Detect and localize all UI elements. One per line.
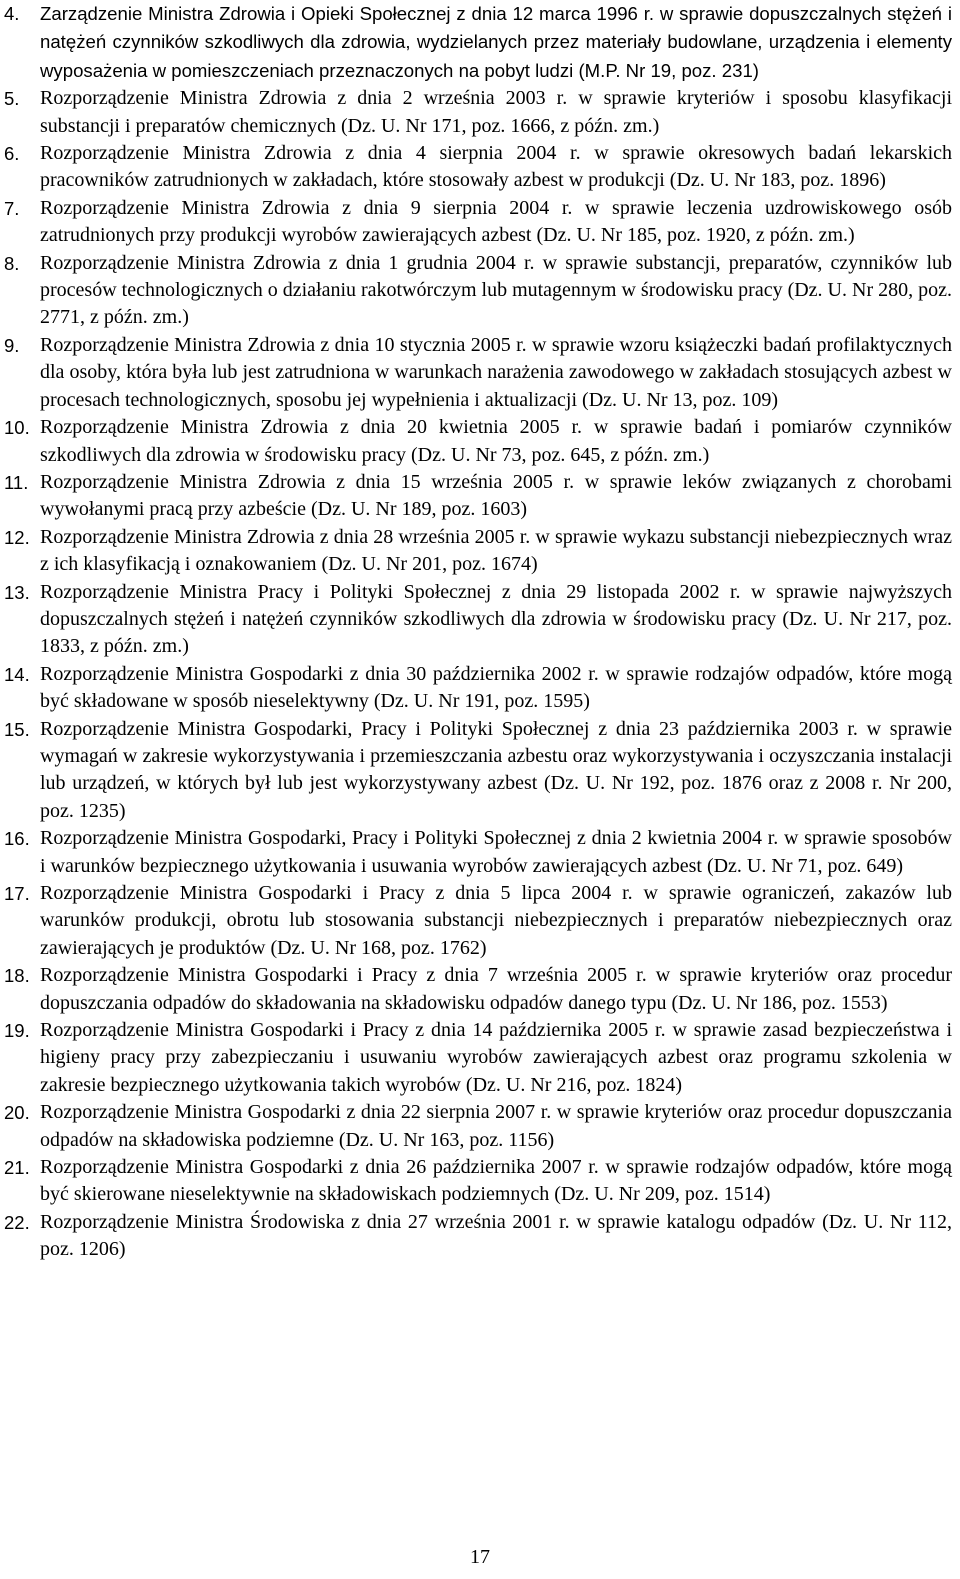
list-item-body-text: Rozporządzenie Ministra Gospodarki z dnia 30 października 2002 r. w sprawie rodzajów odpadów, które mogą być składowane w sposób nieselektywny (Dz. U. Nr 191, poz. 1595) [40, 662, 952, 713]
list-item-text [40, 250, 952, 332]
list-item-text [40, 195, 952, 250]
list-item-text [40, 1154, 952, 1209]
list-item-body-text: Rozporządzenie Ministra Gospodarki, Pracy i Polityki Społecznej z dnia 2 kwietnia 2004 r. w sprawie sposobów i warunków bezpiecznego użytkowania i usuwania wyrobów zawierających azbest (Dz. U. Nr 71, poz. 649) [40, 827, 952, 877]
list-item-text [40, 140, 952, 195]
list-item-number: 10. [4, 417, 30, 439]
list-item-text [40, 1099, 952, 1154]
list-item-text [40, 716, 952, 826]
list-item-text [40, 825, 952, 880]
list-item-body-text: Rozporządzenie Ministra Gospodarki, Pracy i Polityki Społecznej z dnia 23 października 2003 r. w sprawie wymagań w zakresie wykorzystywania i przemieszczania azbestu oraz wykorzystywania i oczyszczania instalacji lub urządzeń, w których był lub jest wykorzystywany azbest (Dz. U. Nr 192, poz. 1876 oraz z 2008 r. Nr 200, poz. 1235) [40, 717, 952, 822]
list-item-number: 6. [4, 143, 20, 165]
list-item-body-text: Rozporządzenie Ministra Gospodarki i Pracy z dnia 5 lipca 2004 r. w sprawie ograniczeń, zakazów lub warunków produkcji, obrotu lub stosowania substancji niebezpiecznych i preparatów niebezpiecznych oraz zawierających je produktów (Dz. U. Nr 168, poz. 1762) [40, 882, 952, 959]
list-item-text [40, 0, 952, 85]
list-item-text [40, 579, 952, 661]
list-item-number: 15. [4, 718, 30, 740]
list-item [0, 579, 952, 661]
list-item [0, 880, 952, 962]
list-item-number: 9. [4, 334, 20, 356]
list-item-body-text: Rozporządzenie Ministra Zdrowia z dnia 15 września 2005 r. w sprawie leków związanych z chorobami wywołanymi pracą przy azbeście (Dz. U. Nr 189, poz. 1603) [40, 470, 952, 521]
list-item-text [40, 962, 952, 1017]
list-item-number: 5. [4, 88, 20, 110]
list-item-body-text: Rozporządzenie Ministra Zdrowia z dnia 20 kwietnia 2005 r. w sprawie badań i pomiarów czynników szkodliwych dla zdrowia w środowisku pracy (Dz. U. Nr 73, poz. 645, z późn. zm.) [40, 416, 952, 466]
list-item-number: 12. [4, 526, 30, 548]
list-item-number: 20. [4, 1102, 30, 1124]
list-item-text [40, 332, 952, 414]
list-item [0, 524, 952, 579]
list-item-number: 14. [4, 663, 30, 685]
list-item-number: 18. [4, 965, 30, 987]
list-item [0, 1154, 952, 1209]
list-item [0, 414, 952, 469]
list-item-number: 21. [4, 1157, 30, 1179]
list-item [0, 250, 952, 332]
list-item-number: 17. [4, 883, 30, 904]
list-item-text [40, 661, 952, 716]
list-item-text [40, 414, 952, 469]
list-item [0, 140, 952, 195]
list-item-body-text: Rozporządzenie Ministra Gospodarki i Pracy z dnia 7 września 2005 r. w sprawie kryteriów oraz procedur dopuszczania odpadów do składowania na składowisku odpadów danego typu (Dz. U. Nr 186, poz. 1553) [40, 964, 952, 1014]
list-item [0, 1099, 952, 1154]
list-item [0, 661, 952, 716]
list-item [0, 195, 952, 250]
list-item [0, 332, 952, 414]
list-item-body-text: Rozporządzenie Ministra Zdrowia z dnia 1 grudnia 2004 r. w sprawie substancji, preparatów, czynników lub procesów technologicznych o działaniu rakotwórczym lub mutagennym w środowisku pracy (Dz. U. Nr 280, poz. 2771, z późn. zm.) [40, 251, 952, 329]
list-item-text [40, 85, 952, 140]
list-item-number: 22. [4, 1211, 30, 1233]
list-item [0, 1209, 952, 1264]
list-item-number: 7. [4, 197, 20, 219]
list-item-number: 19. [4, 1020, 30, 1042]
list-item-number: 8. [4, 252, 20, 274]
list-item-body-text: Rozporządzenie Ministra Pracy i Polityki Społecznej z dnia 29 listopada 2002 r. w sprawie najwyższych dopuszczalnych stężeń i natężeń czynników szkodliwych dla zdrowia w środowisku pracy (Dz. U. Nr 217, poz. 1833, z późn. zm.) [40, 580, 952, 658]
list-item [0, 85, 952, 140]
list-item-text [40, 469, 952, 524]
list-item [0, 469, 952, 524]
list-item-body-text: Rozporządzenie Ministra Gospodarki z dnia 22 sierpnia 2007 r. w sprawie kryteriów oraz procedur dopuszczania odpadów na składowiska podziemne (Dz. U. Nr 163, poz. 1156) [40, 1101, 952, 1151]
list-item-lead-text: Zarządzenie Ministra Zdrowia i Opieki Społecznej z dnia 12 marca 1996 r. w sprawie dopuszczalnych stężeń i natężeń czynników szkodliwych dla zdrowia, wydzielanych przez materiały budowlane, urządzenia i elementy wyposażenia w pomieszczeniach przeznaczonych na pobyt ludzi (M.P. Nr 19, poz. 231) [40, 3, 952, 81]
list-item-number: 11. [4, 471, 29, 493]
list-item-number: 4. [4, 3, 20, 24]
list-item [0, 1017, 952, 1099]
page-number: 17 [470, 1546, 490, 1568]
list-item [0, 962, 952, 1017]
list-item-body-text: Rozporządzenie Ministra Zdrowia z dnia 28 września 2005 r. w sprawie wykazu substancji niebezpiecznych wraz z ich klasyfikacją i oznakowaniem (Dz. U. Nr 201, poz. 1674) [40, 525, 952, 576]
list-item-number: 13. [4, 581, 30, 603]
list-item [0, 716, 952, 826]
list-item-text [40, 1209, 952, 1264]
list-item-body-text: Rozporządzenie Ministra Zdrowia z dnia 2 września 2003 r. w sprawie kryteriów i sposobu klasyfikacji substancji i preparatów chemicznych (Dz. U. Nr 171, poz. 1666, z późn. zm.) [40, 87, 952, 137]
list-item-text [40, 524, 952, 579]
list-item [0, 0, 952, 85]
list-item [0, 825, 952, 880]
list-item-body-text: Rozporządzenie Ministra Zdrowia z dnia 9 sierpnia 2004 r. w sprawie leczenia uzdrowiskowego osób zatrudnionych przy produkcji wyrobów zawierających azbest (Dz. U. Nr 185, poz. 1920, z późn. zm.) [40, 196, 952, 247]
list-item-body-text: Rozporządzenie Ministra Zdrowia z dnia 4 sierpnia 2004 r. w sprawie okresowych badań lekarskich pracowników zatrudnionych w zakładach, które stosowały azbest w produkcji (Dz. U. Nr 183, poz. 1896) [40, 142, 952, 192]
list-item-text [40, 1017, 952, 1099]
list-item-body-text: Rozporządzenie Ministra Środowiska z dnia 27 września 2001 r. w sprawie katalogu odpadów (Dz. U. Nr 112, poz. 1206) [40, 1210, 952, 1261]
list-item-body-text: Rozporządzenie Ministra Gospodarki z dnia 26 października 2007 r. w sprawie rodzajów odpadów, które mogą być skierowane nieselektywnie na składowiskach podziemnych (Dz. U. Nr 209, poz. 1514) [40, 1156, 952, 1206]
list-item-body-text: Rozporządzenie Ministra Gospodarki i Pracy z dnia 14 października 2005 r. w sprawie zasad bezpieczeństwa i higieny pracy przy zabezpieczaniu i usuwaniu wyrobów zawierających azbest oraz programu szkolenia w zakresie bezpiecznego użytkowania takich wyrobów (Dz. U. Nr 216, poz. 1824) [40, 1019, 952, 1096]
list-item-number: 16. [4, 828, 30, 850]
list-item-text [40, 880, 952, 962]
list-item-body-text: Rozporządzenie Ministra Zdrowia z dnia 10 stycznia 2005 r. w sprawie wzoru książeczki badań profilaktycznych dla osoby, która była lub jest zatrudniona w warunkach narażenia zawodowego w zakładach stosujących azbest w procesach technologicznych, sposobu jej wypełnienia i aktualizacji (Dz. U. Nr 13, poz. 109) [40, 333, 952, 411]
